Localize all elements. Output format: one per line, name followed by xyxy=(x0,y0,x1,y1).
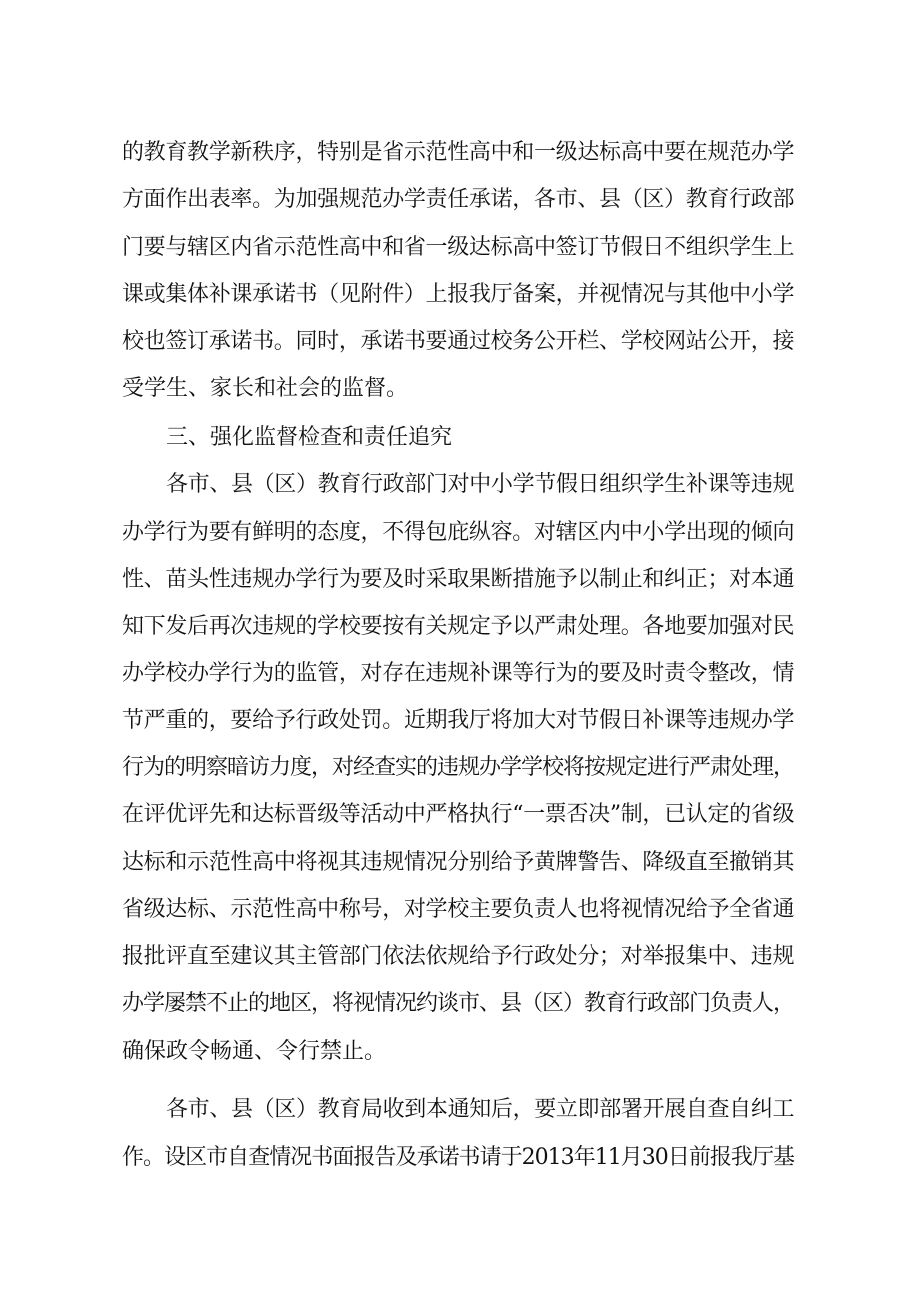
paragraph-line: 行为的明察暗访力度，对经查实的违规办学学校将按规定进行严肃处理， xyxy=(122,755,795,780)
paragraph-line: 校也签订承诺书。同时，承诺书要通过校务公开栏、学校网站公开，接 xyxy=(122,329,794,354)
paragraph-line: 办学行为要有鲜明的态度，不得包庇纵容。对辖区内中小学出现的倾向 xyxy=(122,520,794,545)
section-heading: 三、强化监督检查和责任追究 xyxy=(166,425,453,450)
paragraph-line: 报批评直至建议其主管部门依法依规给予行政处分；对举报集中、违规 xyxy=(122,944,794,969)
paragraph-line: 确保政令畅通、令行禁止。 xyxy=(122,1039,387,1064)
paragraph-line: 各市、县（区）教育局收到本通知后，要立即部署开展自查自纠工 xyxy=(166,1097,794,1122)
paragraph-line: 达标和示范性高中将视其违规情况分别给予黄牌警告、降级直至撤销其 xyxy=(122,850,794,875)
paragraph-line: 方面作出表率。为加强规范办学责任承诺，各市、县（区）教育行政部 xyxy=(122,187,794,212)
paragraph-line: 的教育教学新秩序，特别是省示范性高中和一级达标高中要在规范办学 xyxy=(122,140,794,165)
paragraph-line: 省级达标、示范性高中称号，对学校主要负责人也将视情况给予全省通 xyxy=(122,897,794,922)
paragraph-line: 受学生、家长和社会的监督。 xyxy=(122,376,409,401)
paragraph-line: 办学屡禁不止的地区，将视情况约谈市、县（区）教育行政部门负责人， xyxy=(122,991,795,1016)
paragraph-line: 性、苗头性违规办学行为要及时采取果断措施予以制止和纠正；对本通 xyxy=(122,567,794,592)
paragraph-line: 节严重的，要给予行政处罚。近期我厅将加大对节假日补课等违规办学 xyxy=(122,708,794,733)
paragraph-line: 知下发后再次违规的学校要按有关规定予以严肃处理。各地要加强对民 xyxy=(122,614,794,639)
paragraph-line: 门要与辖区内省示范性高中和省一级达标高中签订节假日不组织学生上 xyxy=(122,235,794,260)
paragraph-line: 在评优评先和达标晋级等活动中严格执行“一票否决”制，已认定的省级 xyxy=(122,802,794,827)
paragraph-line: 课或集体补课承诺书（见附件）上报我厅备案，并视情况与其他中小学 xyxy=(122,282,794,307)
paragraph-line: 办学校办学行为的监管，对存在违规补课等行为的要及时责令整改，情 xyxy=(122,661,794,686)
paragraph-line: 作。设区市自查情况书面报告及承诺书请于2013年11月30日前报我厅基 xyxy=(122,1145,794,1170)
paragraph-line: 各市、县（区）教育行政部门对中小学节假日组织学生补课等违规 xyxy=(166,472,794,497)
